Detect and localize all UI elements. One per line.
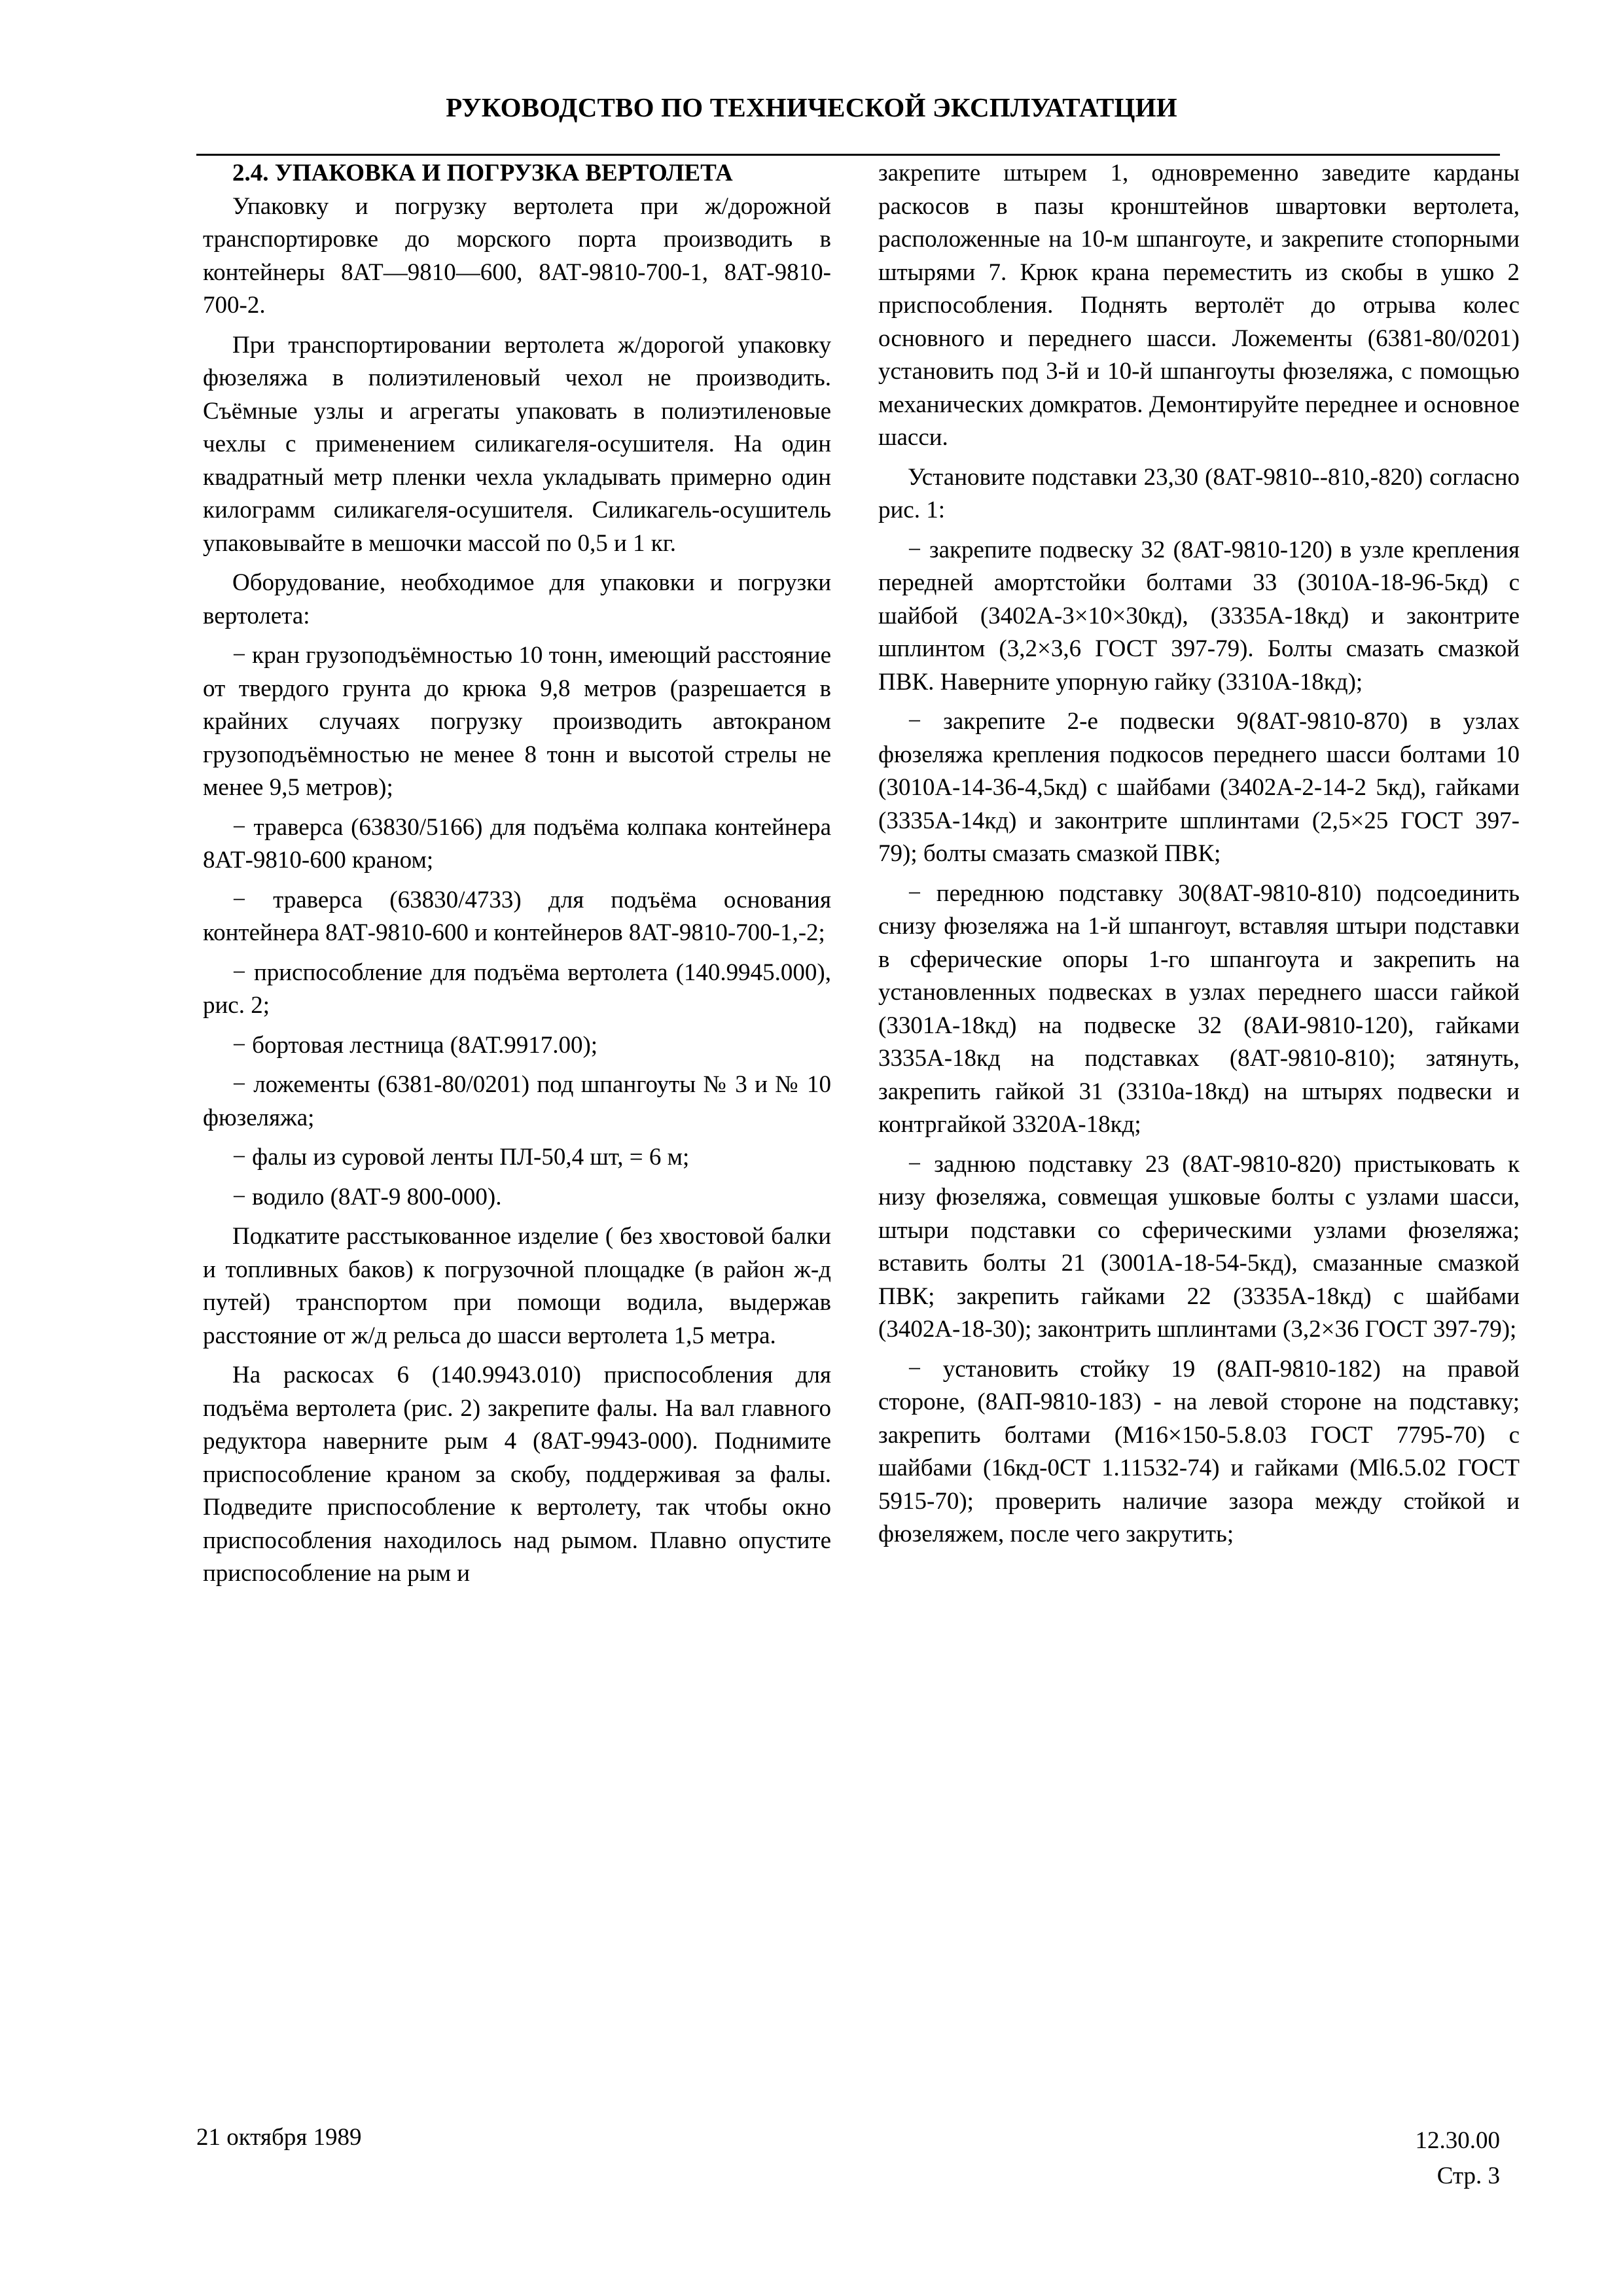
page-header-title: РУКОВОДСТВО ПО ТЕХНИЧЕСКОЙ ЭКСПЛУАТАТЦИИ: [446, 92, 1177, 122]
footer-page-info: [1416, 2123, 1501, 2194]
paragraph: Упаковку и погрузку вертолета при ж/дорожной транспортировке до морского порта производить в контейнеры 8АТ—9810—600, 8АТ-9810-700-1, 8АТ-9810-700-2.: [203, 192, 831, 319]
list-item: − закрепите 2-е подвески 9(8АТ-9810-870) в узлах фюзеляжа крепления подкосов переднего шасси болтами 10 (3010А-14-36-4,5кд) с шайбами (3402А-2-14-2 5кд), гайками (3335А-14кд) и законтрите шплинтами (2,5×25 ГОСТ 397-79); болты смазать смазкой ПВК;: [878, 708, 1520, 867]
paragraph: Подкатите расстыкованное изделие ( без хвостовой балки и топливных баков) к погрузочной площадке (в район ж-д путей) транспортом при помощи водила, выдержав расстояние от ж/д рельса до шасси вертолета 1,5 метра.: [203, 1223, 831, 1349]
left-column: [203, 157, 831, 1597]
list-item: − бортовая лестница (8АТ.9917.00);: [232, 1031, 598, 1059]
list-item: − траверса (63830/5166) для подъёма колпака контейнера 8АТ-9810-600 краном;: [203, 813, 831, 874]
paragraph: Установите подставки 23,30 (8АТ-9810--810,-820) согласно рис. 1:: [878, 463, 1520, 523]
list-item: − фалы из суровой ленты ПЛ-50,4 шт, = 6 м;: [232, 1144, 690, 1171]
paragraph: Оборудование, необходимое для упаковки и погрузки вертолета:: [203, 569, 831, 629]
list-item: − приспособление для подъёма вертолета (140.9945.000), рис. 2;: [203, 959, 831, 1019]
list-item: − установить стойку 19 (8АП-9810-182) на правой стороне, (8АП-9810-183) - на левой стороне на подставку; закрепить болтами (М16×150-5.8.03 ГОСТ 7795-70) с шайбами (16кд-0СТ 1.11532-74) и гайками (Ml6.5.02 ГОСТ 5915-70); проверить наличие зазора между стойкой и фюзеляжем, после чего закрутить;: [878, 1355, 1520, 1547]
header-divider: [196, 154, 1500, 156]
section-heading: 2.4. УПАКОВКА И ПОГРУЗКА ВЕРТОЛЕТА: [232, 160, 733, 186]
list-item: − водило (8АТ-9 800-000).: [232, 1183, 502, 1210]
footer-date: 21 октября 1989: [196, 2124, 362, 2151]
footer-doc-code: 12.30.00: [1415, 2127, 1500, 2154]
right-column: [878, 157, 1520, 1558]
paragraph: закрепите штырем 1, одновременно заведите карданы раскосов в пазы кронштейнов швартовки вертолета, расположенные на 10-м шпангоуте, и закрепите стопорными штырями 7. Крюк крана переместить из скобы в ушко 2 приспособления. Поднять вертолёт до отрыва колес основного и переднего шасси. Ложементы (6381-80/0201) установить под 3-й и 10-й шпангоуты фюзеляжа, с помощью механических домкратов. Демонтируйте переднее и основное шасси.: [878, 160, 1520, 451]
list-item: − заднюю подставку 23 (8АТ-9810-820) пристыковать к низу фюзеляжа, совмещая ушковые болты с узлами шасси, штыри подставки со сферическими узлами фюзеляжа; вставить болты 21 (3001А-18-54-5кд), смазанные смазкой ПВК; закрепить гайками 22 (3335А-18кд) с шайбами (3402А-18-30); законтрить шплинтами (3,2×36 ГОСТ 397-79);: [878, 1150, 1520, 1343]
footer-page-number: Стр. 3: [1436, 2163, 1500, 2189]
list-item: − траверса (63830/4733) для подъёма основания контейнера 8АТ-9810-600 и контейнеров 8АТ-9810-700-1,-2;: [203, 886, 831, 946]
paragraph: На раскосах 6 (140.9943.010) приспособления для подъёма вертолета (рис. 2) закрепите фалы. На вал главного редуктора наверните рым 4 (8АТ-9943-000). Поднимите приспособление краном за скобу, поддерживая за фалы. Подведите приспособление к вертолету, так чтобы окно приспособления находилось над рымом. Плавно опустите приспособление на рым и: [203, 1362, 831, 1587]
list-item: − кран грузоподъёмностью 10 тонн, имеющий расстояние от твердого грунта до крюка 9,8 метров (разрешается в крайних случаях погрузку производить автокраном грузоподъёмностью не менее 8 тонн и высотой стрелы не менее 9,5 метров);: [203, 642, 831, 801]
list-item: − ложементы (6381-80/0201) под шпангоуты № 3 и № 10 фюзеляжа;: [203, 1071, 831, 1131]
paragraph: При транспортировании вертолета ж/дорогой упаковку фюзеляжа в полиэтиленовый чехол не производить. Съёмные узлы и агрегаты упаковать в полиэтиленовые чехлы с применением силикагеля-осушителя. На один квадратный метр пленки чехла укладывать примерно один килограмм силикагеля-осушителя. Силикагель-осушитель упаковывайте в мешочки массой по 0,5 и 1 кг.: [203, 331, 831, 557]
list-item: − закрепите подвеску 32 (8АТ-9810-120) в узле крепления передней амортстойки болтами 33 (3010А-18-96-5кд) с шайбой (3402А-3×10×30кд), (3335А-18кд) и законтрите шплинтом (3,2×3,6 ГОСТ 397-79). Болты смазать смазкой ПВК. Наверните упорную гайку (3310А-18кд);: [878, 536, 1520, 696]
list-item: − переднюю подставку 30(8АТ-9810-810) подсоединить снизу фюзеляжа на 1-й шпангоут, вставляя штыри подставки в сферические опоры 1-го шпангоута и закрепить на установленных подвесках в узлах переднего шасси гайкой (3301А-18кд) на подвеске 32 (8АИ-9810-120), гайками 3335А-18кд на подставках (8АТ-9810-810); затянуть, закрепить гайкой 31 (3310а-18кд) на штырях подвески и контргайкой 3320А-18кд;: [878, 879, 1520, 1138]
